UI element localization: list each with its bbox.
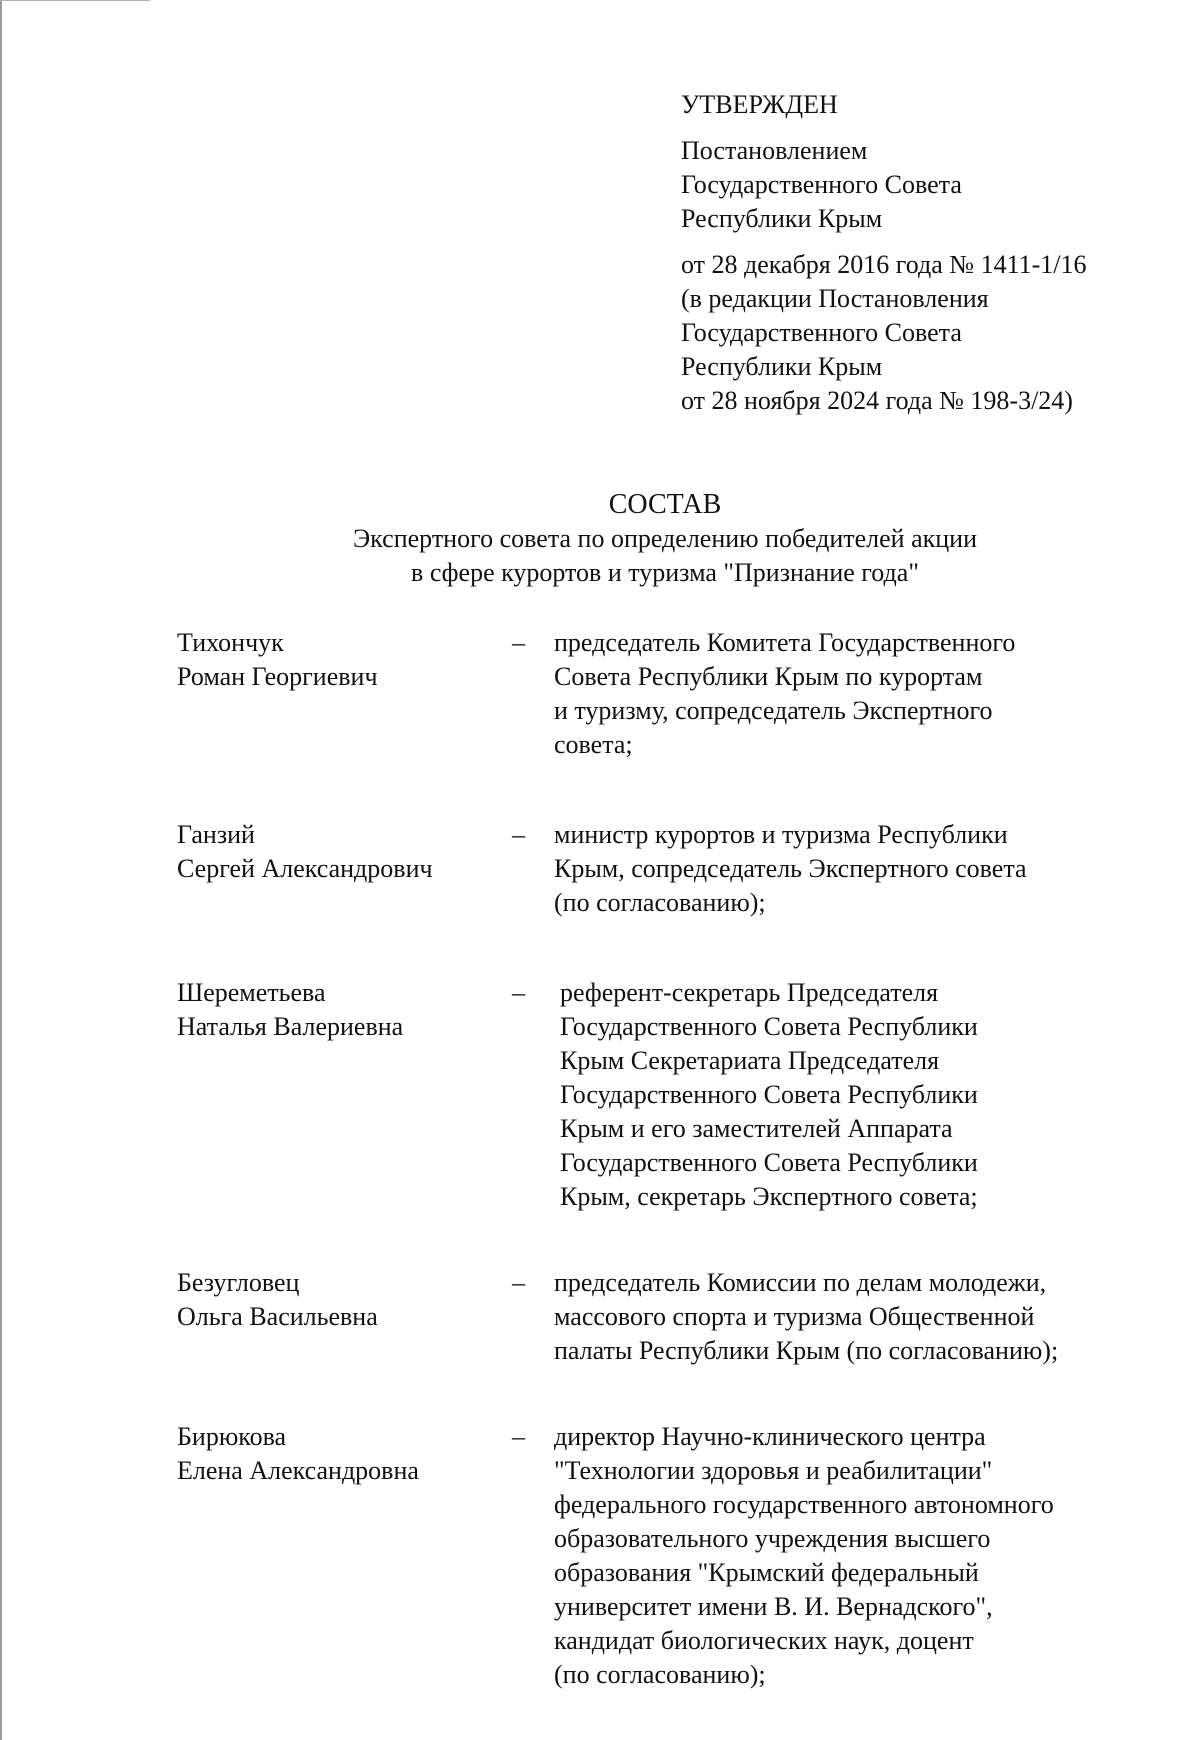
member-role-line: кандидат биологических наук, доцент [554,1626,974,1655]
approval-details-line: Государственного Совета [681,318,962,347]
member-role-line: массового спорта и туризма Общественной [554,1302,1035,1331]
member-dash: – [512,1268,525,1297]
document-subtitle-line: в сфере курортов и туризма "Признание года" [411,558,919,587]
approval-details-line: от 28 ноября 2024 года № 198-3/24) [681,386,1073,415]
members-list [177,626,1177,1692]
member-role-line: Крым и его заместителей Аппарата [560,1114,953,1143]
member-role-line: образовательного учреждения высшего [554,1524,991,1553]
member-role-line: "Технологии здоровья и реабилитации" [554,1456,993,1485]
member-role-line: референт-секретарь Председателя [560,978,939,1007]
member-dash: – [512,1422,525,1451]
page-edge [0,0,2,1740]
member-role-line: и туризму, сопредседатель Экспертного [554,696,993,725]
member-name [177,626,511,762]
member-role [554,818,1124,920]
member-name-given: Наталья Валериевна [177,1012,404,1041]
member-name-given: Роман Георгиевич [177,662,378,691]
member-row [177,1420,1177,1692]
member-name [177,818,511,920]
member-role [554,1420,1124,1692]
member-name [177,1420,511,1692]
member-name-surname: Тихончук [177,628,284,657]
member-dash: – [512,978,525,1007]
member-role-line: Совета Республики Крым по курортам [554,662,983,691]
member-name-given: Сергей Александрович [177,854,433,883]
member-row [177,976,1177,1214]
member-name-surname: Бирюкова [177,1422,287,1451]
member-role-line: университет имени В. И. Вернадского", [554,1592,993,1621]
member-row [177,818,1177,920]
approval-details-line: (в редакции Постановления [681,284,989,313]
member-role-line: (по согласованию); [554,1660,766,1689]
member-dash: – [512,628,525,657]
member-role-line: министр курортов и туризма Республики [554,820,1008,849]
member-name [177,1266,511,1368]
member-name-given: Ольга Васильевна [177,1302,378,1331]
approval-issuer-line: Государственного Совета [681,170,962,199]
approval-block [681,88,1181,418]
document-title: СОСТАВ [608,489,722,520]
member-row [177,626,1177,762]
member-role-line: Государственного Совета Республики [560,1012,978,1041]
member-name-surname: Ганзий [177,820,255,849]
member-role-line: образования "Крымский федеральный [554,1558,979,1587]
member-role-line: Государственного Совета Республики [560,1148,978,1177]
approval-details-line: от 28 декабря 2016 года № 1411-1/16 [681,250,1087,279]
page-edge-top [0,0,150,1]
member-name-given: Елена Александровна [177,1456,419,1485]
approval-stamp: УТВЕРЖДЕН [681,90,838,119]
member-role [554,626,1124,762]
member-role-line: Крым, сопредседатель Экспертного совета [554,854,1027,883]
document-heading [0,488,1200,590]
member-name [177,976,511,1214]
approval-issuer-line: Постановлением [681,136,868,165]
member-role-line: Государственного Совета Республики [560,1080,978,1109]
member-name-surname: Безугловец [177,1268,300,1297]
member-role-line: председатель Комитета Государственного [554,628,1016,657]
member-row [177,1266,1177,1368]
approval-issuer [681,134,1181,236]
approval-details-line: Республики Крым [681,352,883,381]
member-dash: – [512,820,525,849]
member-role [554,1266,1124,1368]
member-role-line: Крым, секретарь Экспертного совета; [560,1182,978,1211]
member-role-line: совета; [554,730,633,759]
member-role-line: Крым Секретариата Председателя [560,1046,940,1075]
member-role [554,976,1130,1214]
member-role-line: директор Научно-клинического центра [554,1422,986,1451]
member-role-line: палаты Республики Крым (по согласованию); [554,1336,1059,1365]
approval-details [681,248,1181,418]
member-role-line: председатель Комиссии по делам молодежи, [554,1268,1047,1297]
member-name-surname: Шереметьева [177,978,326,1007]
member-role-line: федерального государственного автономного [554,1490,1054,1519]
member-role-line: (по согласованию); [554,888,766,917]
document-subtitle-line: Экспертного совета по определению победителей акции [353,524,977,553]
approval-issuer-line: Республики Крым [681,204,883,233]
